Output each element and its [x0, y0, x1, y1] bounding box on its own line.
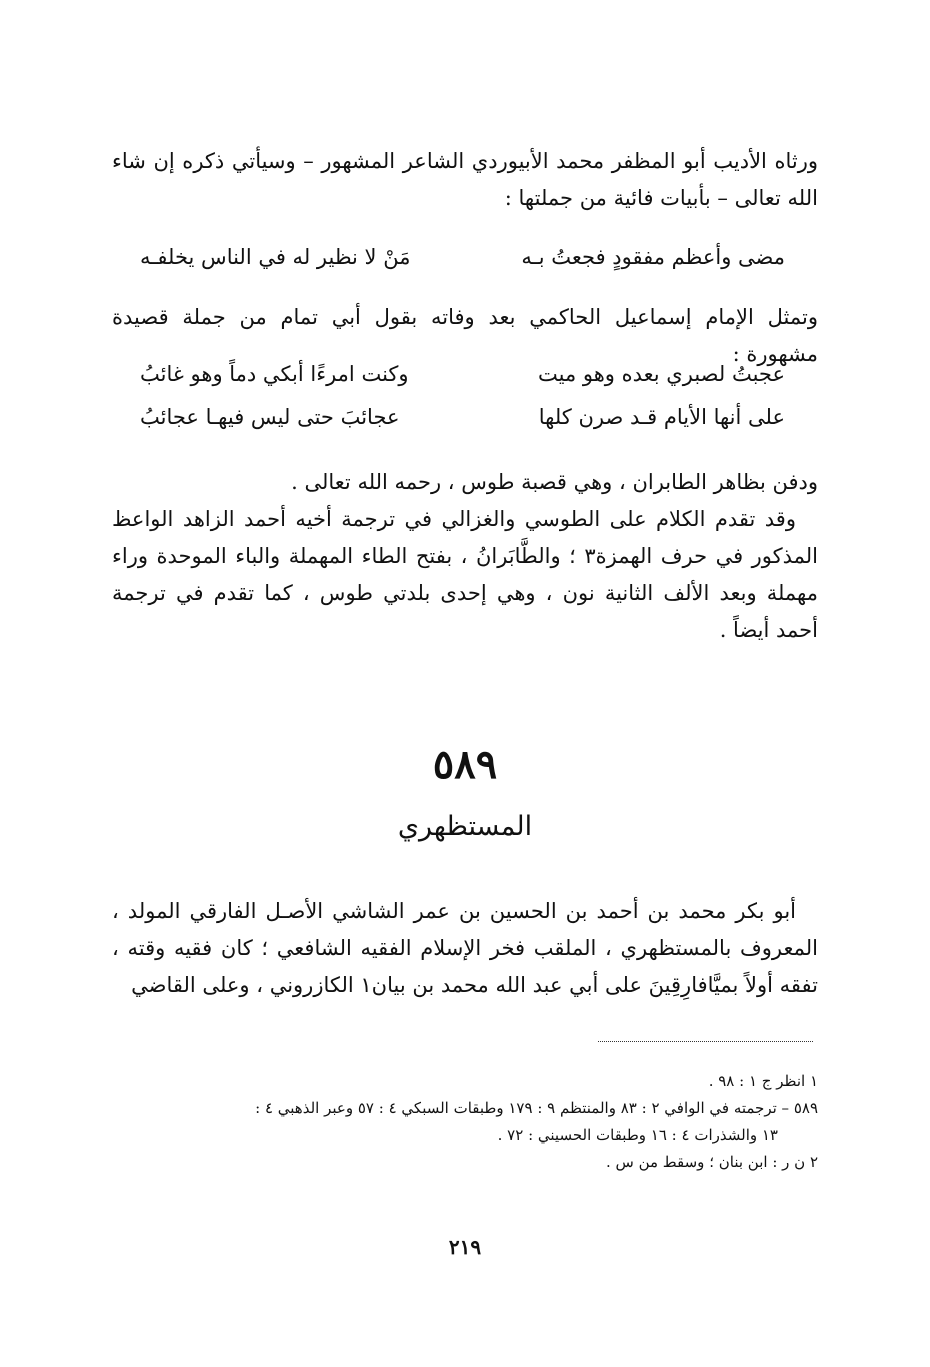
burial-paragraph: ودفن بظاهر الطابران ، وهي قصبة طوس ، رحمه الله تعالى .: [291, 470, 818, 494]
verse-1-hemistich-1: مضى وأعظم مفقودٍ فجعتُ بـه: [521, 245, 785, 269]
page-number: ٢١٩: [448, 1235, 482, 1259]
footnote-divider: [598, 1041, 813, 1042]
verse-2-hemistich-1: عجبتُ لصبري بعده وهو ميت: [538, 362, 785, 386]
text-block-top: [112, 143, 818, 217]
verse-1: [140, 237, 785, 277]
entry-paragraph: أبو بكر محمد بن أحمد بن الحسين بن عمر الشاشي الأصـل الفارقي المولد ، المعروف بالمستظهري ، الملقب فخر الإسلام الفقيه الشافعي ؛ كان فقيه وقته ، تفقه أولاً بميَّافارِقِينَ على أبي عبد الله محمد بن بيان١ الكازروني ، وعلى القاضي: [112, 899, 818, 997]
entry-title: المستظهري: [397, 811, 533, 842]
note-paragraph: وقد تقدم الكلام على الطوسي والغزالي في ترجمة أخيه أحمد الزاهد الواعظ المذكور في حرف الهمزة٣ ؛ والطَّابَرانُ ، بفتح الطاء المهملة والباء الموحدة وراء مهملة وبعد الألف الثانية نون ، وهي إحدى بلدتي طوس ، كما تقدم في ترجمة أحمد أيضاً .: [112, 507, 819, 642]
footnotes: [108, 1068, 818, 1176]
verse-3: [140, 397, 785, 437]
entry-body: [112, 893, 818, 1004]
mid-paragraph: وتمثل الإمام إسماعيل الحاكمي بعد وفاته بقول أبي تمام من جملة قصيدة مشهورة :: [112, 305, 818, 366]
verse-1-hemistich-2: مَنْ لا نظير له في الناس يخلفـه: [140, 245, 411, 269]
verse-2: [140, 354, 785, 394]
footnote-1: ١ انظر ج ١ : ٩٨ .: [708, 1072, 818, 1090]
verse-3-hemistich-2: عجائبَ حتى ليس فيهـا عجائبُ: [140, 405, 400, 429]
verse-3-hemistich-1: على أنها الأيام قـد صرن كلها: [538, 405, 785, 429]
verse-2-hemistich-2: وكنت امرءًا أبكي دماً وهو غائبُ: [140, 362, 409, 386]
text-block-lower: [112, 464, 818, 649]
entry-number: ٥٨٩: [432, 741, 498, 788]
footnote-589-line-1: ٥٨٩ – ترجمته في الوافي ٢ : ٨٣ والمنتظم ٩ : ١٧٩ وطبقات السبكي ٤ : ٥٧ وعبر الذهبي ٤ :: [255, 1099, 818, 1117]
top-paragraph: ورثاه الأديب أبو المظفر محمد الأبيوردي الشاعر المشهور – وسيأتي ذكره إن شاء الله تعالى – بأبيات فائية من جملتها :: [112, 149, 818, 210]
footnote-2: ٢ ن ر : ابن بنان ؛ وسقط من س .: [605, 1153, 818, 1171]
footnote-589-line-2: ١٣ والشذرات ٤ : ١٦ وطبقات الحسيني : ٧٢ .: [497, 1126, 778, 1144]
